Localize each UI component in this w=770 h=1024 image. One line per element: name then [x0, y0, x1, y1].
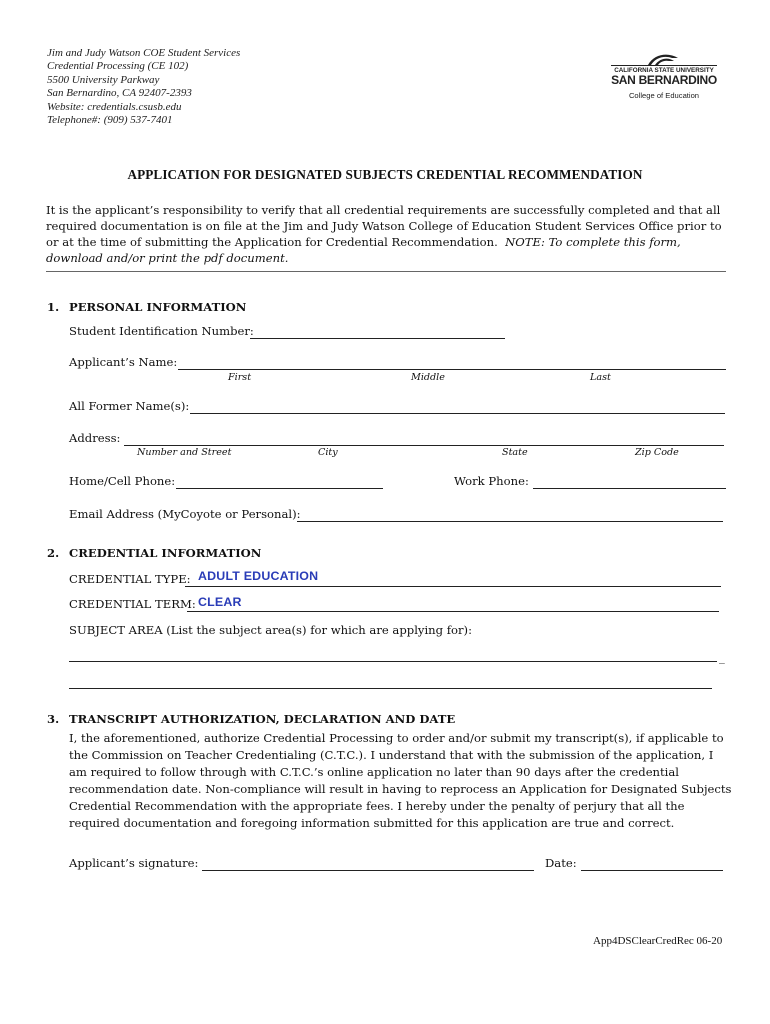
- subject-area-label: SUBJECT AREA (List the subject area(s) for which are applying for):: [69, 623, 472, 637]
- addr-street-caption: Number and Street: [137, 447, 232, 458]
- address-line: 5500 University Parkway: [47, 73, 160, 86]
- credential-term-line: [187, 611, 719, 612]
- address-field[interactable]: [124, 445, 724, 446]
- credential-type-label: CREDENTIAL TYPE:: [69, 572, 191, 586]
- address-line: Jim and Judy Watson COE Student Services: [47, 47, 241, 59]
- intro-note: NOTE: To complete this form, download and/or print the pdf document.: [46, 235, 681, 265]
- section2-number: 2.: [47, 546, 60, 560]
- applicant-name-field[interactable]: [178, 369, 726, 370]
- home-phone-field[interactable]: [176, 488, 383, 489]
- credential-type-line: [185, 586, 721, 587]
- csusb-logo: [608, 52, 720, 102]
- work-phone-field[interactable]: [533, 488, 726, 489]
- address-label: Address:: [69, 431, 121, 445]
- address-line: Website: credentials.csusb.edu: [47, 100, 182, 113]
- home-phone-label: Home/Cell Phone:: [69, 474, 176, 488]
- address-line: San Bernardino, CA 92407-2393: [47, 87, 192, 100]
- student-id-label: Student Identification Number:: [69, 324, 254, 338]
- section3-heading: TRANSCRIPT AUTHORIZATION, DECLARATION AND DATE: [69, 712, 456, 726]
- email-label: Email Address (MyCoyote or Personal):: [69, 507, 301, 521]
- form-code: App4DSClearCredRec 06-20: [593, 935, 723, 947]
- section1-number: 1.: [47, 300, 60, 314]
- subject-area-line-2[interactable]: [69, 688, 712, 689]
- address-line: Credential Processing (CE 102): [47, 60, 189, 73]
- addr-state-caption: State: [502, 447, 528, 458]
- section3-number: 3.: [47, 712, 60, 726]
- logo-line3: College of Education: [628, 91, 700, 100]
- work-phone-label: Work Phone:: [454, 474, 529, 488]
- intro-text: It is the applicant’s responsibility to verify that all credential requirements are successfully completed and that all required documentation is on file at the Jim and Judy Watson College of Education Student Services Office prior to or at the time of submitting the Application for Credential Recommendation.: [46, 203, 722, 249]
- student-id-field[interactable]: [250, 338, 505, 339]
- name-first-caption: First: [228, 372, 252, 383]
- name-last-caption: Last: [590, 372, 611, 383]
- subject-area-trailing-dash: _: [719, 650, 725, 664]
- section2-heading: CREDENTIAL INFORMATION: [69, 546, 262, 560]
- form-title: APPLICATION FOR DESIGNATED SUBJECTS CREDENTIAL RECOMMENDATION: [127, 167, 643, 182]
- signature-field[interactable]: [202, 870, 534, 871]
- section1-heading: PERSONAL INFORMATION: [69, 300, 247, 314]
- credential-term-label: CREDENTIAL TERM:: [69, 597, 196, 611]
- former-names-field[interactable]: [190, 413, 725, 414]
- intro-paragraph: [46, 202, 736, 266]
- email-field[interactable]: [297, 521, 723, 522]
- name-middle-caption: Middle: [411, 372, 445, 383]
- signature-label: Applicant’s signature:: [69, 856, 199, 870]
- applicant-name-label: Applicant’s Name:: [69, 355, 178, 369]
- credential-type-value[interactable]: ADULT EDUCATION: [198, 569, 319, 583]
- former-names-label: All Former Name(s):: [69, 399, 190, 413]
- addr-zip-caption: Zip Code: [635, 447, 679, 458]
- section-divider: [46, 271, 726, 272]
- declaration-paragraph: I, the aforementioned, authorize Credential Processing to order and/or submit my transcript(s), if applicable to the Commission on Teacher Credentialing (C.T.C.). I understand that with the submission of the application, I am required to follow through with C.T.C.’s online application no later than 90 days after the credential recommendation date. Non-compliance will result in having to reprocess an Application for Designated Subjects Credential Recommendation with the appropriate fees. I hereby under the penalty of perjury that all the required documentation and foregoing information submitted for this application are true and correct.: [69, 731, 732, 830]
- logo-line2: SAN BERNARDINO: [611, 73, 717, 87]
- office-address: [47, 47, 240, 127]
- date-field[interactable]: [581, 870, 723, 871]
- subject-area-line-1[interactable]: [69, 661, 717, 662]
- credential-term-value[interactable]: CLEAR: [198, 595, 242, 609]
- date-label: Date:: [545, 856, 577, 870]
- address-line: Telephone#: (909) 537-7401: [47, 114, 173, 127]
- logo-line1: CALIFORNIA STATE UNIVERSITY: [614, 67, 714, 74]
- addr-city-caption: City: [318, 447, 338, 458]
